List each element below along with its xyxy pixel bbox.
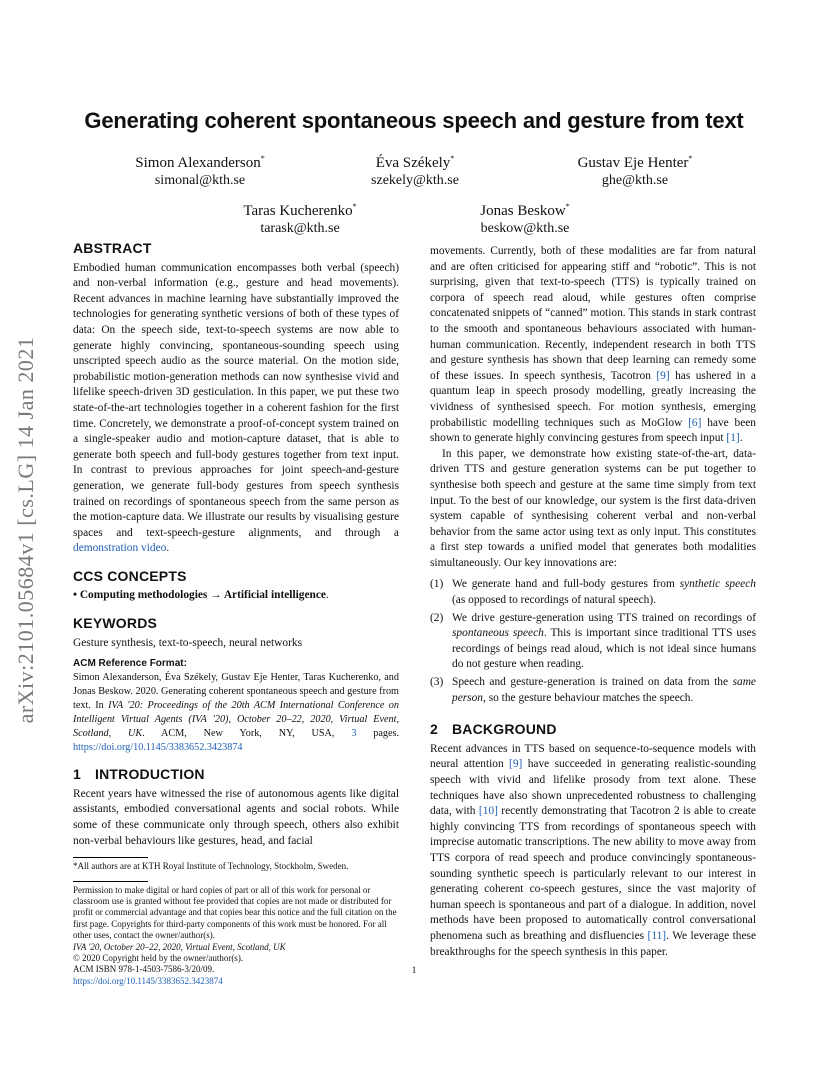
intro-heading: 1 INTRODUCTION <box>73 766 205 783</box>
author-name: Simon Alexanderson <box>135 155 261 171</box>
author-name: Éva Székely <box>375 155 451 171</box>
list-item: (3) Speech and gesture-generation is trained on data from the same person, so the gesture behaviour matches the speech. <box>430 676 756 704</box>
citation-link[interactable]: [11] <box>647 929 667 942</box>
author-name: Taras Kucherenko <box>243 203 353 219</box>
copyright-line: © 2020 Copyright held by the owner/author(s). <box>73 953 244 964</box>
arxiv-stamp: arXiv:2101.05684v1 [cs.LG] 14 Jan 2021 <box>13 336 38 724</box>
keywords-heading: KEYWORDS <box>73 615 158 632</box>
contribution-list <box>430 577 756 706</box>
left-column <box>73 241 399 987</box>
abstract-heading: ABSTRACT <box>73 240 152 256</box>
doi-link[interactable]: https://doi.org/10.1145/3383652.3423874 <box>73 742 243 754</box>
intro-continued: movements. Currently, both of these modalities are far from natural and are often criticised for appearing stiff and “robotic”. This is not surprising, given that text-to-speech (TTS) is typically trained on corpora of speech read aloud, while gestures often comprise concatenated snippets of “canned” motion. This stands in stark contrast to the smooth and spontaneous behaviours associated with human-human communication. Recently, independent research in both TTS and gesture synthesis has shown that deep learning can remedy some of these issues. In speech synthesis, Tacotron [9] has ushered in a quantum leap in speech prosody modelling, greatly increasing the vividness of synthesised speech. For motion synthesis, emerging probabilistic modelling techniques such as MoGlow [6] have been shown to generate highly convincing gestures from speech input [1]. <box>430 245 756 445</box>
ccs-heading: CCS CONCEPTS <box>73 567 187 584</box>
right-column <box>430 244 756 960</box>
author-name: Jonas Beskow <box>480 203 566 219</box>
intro-paragraph-2: In this paper, we demonstrate how existing state-of-the-art, data-driven TTS and gesture generation systems can be put together to synthesise both speech and gesture at the same time simply from text input. To the best of our knowledge, our system is the first data-driven system capable of synthesising coherent verbal and non-verbal behavior from the same actor using text as only input. This constitutes a first step towards a unified model that generates both modalities simultaneously. Our key innovations are: <box>430 447 756 569</box>
author-email: szekely@kth.se <box>371 173 459 188</box>
author-email: beskow@kth.se <box>480 221 570 236</box>
author-email: simonal@kth.se <box>154 173 246 188</box>
conference-line: IVA '20, October 20–22, 2020, Virtual Event, Scotland, UK <box>73 941 286 952</box>
background-text: Recent advances in TTS based on sequence-to-sequence models with neural attention [9] have succeeded in generating realistic-sounding speech with vivid and lifelike prosody from text alone. These techniques have also shown unprecedented robustness to challenging data, with [10] recently demonstrating that Tacotron 2 is able to create highly convincing TTS from recordings of spontaneous speech with imprecise automatic transcriptions. The new ability to move away from TTS corpora of read speech and produce convincingly spontaneous-sounding synthetic speech is particularly relevant to our interest in generating coherent co-speech gestures, since the vast majority of human speech is spontaneous and part of a dialogue. In addition, novel methods have been proposed to automatically control conversational phenomena such as breathing and disfluencies [11]. We leverage these breakthroughs for the speech synthesis in this paper. <box>430 742 756 958</box>
acm-reference <box>73 657 399 755</box>
abstract-text: Embodied human communication encompasses both verbal (speech) and non-verbal information (e.g., gesture and head movements). Recent advances in machine learning have substantially improved the technologies for generating synthetic versions of both of these types of data: On the speech side, text-to-speech systems are now able to generate highly convincing, spontaneous-sounding speech using unscripted speech audio as the source material. On the motion side, probabilistic motion-generation methods can now synthesise vivid and lifelike speech-driven 3D gesticulation. In this paper, we put these two state-of-the-art technologies together in a coherent fashion for the first time. Concretely, we demonstrate a proof-of-concept system trained on a single-speaker audio and motion-capture dataset, that is able to generate both speech and full-body gestures together from text input. In contrast to previous approaches for joint speech-and-gesture generation, we generate full-body gestures from speech synthesis trained on recordings of spontaneous speech from the same person as the motion-capture data. We illustrate our results by visualising gesture spaces and text-speech-gesture alignments, and through a demonstration video. <box>73 261 399 555</box>
permission-text: Permission to make digital or hard copies of part or all of this work for personal or classroom use is granted without fee provided that copies are not made or distributed for profit or commercial advantage and that copies bear this notice and the full citation on the first page. Copyrights for third-party components of this work must be honored. For all other uses, contact the owner/author(s). <box>73 884 397 941</box>
keywords-text: Gesture synthesis, text-to-speech, neural networks <box>73 636 303 649</box>
background-heading: 2 BACKGROUND <box>430 721 557 738</box>
acm-reference-heading: ACM Reference Format: <box>73 658 187 670</box>
author-email: ghe@kth.se <box>601 173 669 188</box>
author-block: Gustav Eje Henter* ghe@kth.se <box>535 150 735 190</box>
isbn-line: ACM ISBN 978-1-4503-7586-3/20/09. <box>73 964 215 975</box>
permission-rule <box>73 881 148 882</box>
citation-link[interactable]: [9] <box>509 758 523 771</box>
author-block: Jonas Beskow* beskow@kth.se <box>425 198 625 238</box>
list-item: (1) We generate hand and full-body gestures from synthetic speech (as opposed to recordings of natural speech). <box>430 578 756 607</box>
pages-link[interactable]: 3 <box>351 728 357 740</box>
acm-reference-text: Simon Alexanderson, Éva Székely, Gustav Eje Henter, Taras Kucherenko, and Jonas Beskow. 2020. Generating coherent spontaneous speech and gesture from text. In IVA '20: Proceedings of the 20th ACM International Conference on Intelligent Virtual Agents (IVA '20), October 20–22, 2020, Virtual Event, Scotland, UK. ACM, New York, NY, USA, 3 pages. https://doi.org/10.1145/3383652.3423874 <box>73 672 400 754</box>
citation-link[interactable]: [6] <box>688 416 702 429</box>
intro-text: Recent years have witnessed the rise of autonomous agents like digital assistants, embodied conversational agents and social robots. While some of these communicate only through speech, others also exhibit non-verbal behaviours like gestures, head, and facial <box>73 787 399 847</box>
page-number: 1 <box>411 965 417 976</box>
footnote: *All authors are at KTH Royal Institute of Technology, Stockholm, Sweden. <box>73 857 399 872</box>
footnote-rule <box>73 857 148 858</box>
author-block: Éva Székely* szekely@kth.se <box>315 150 515 190</box>
citation-link[interactable]: [1] <box>726 432 740 445</box>
author-block: Taras Kucherenko* tarask@kth.se <box>200 198 400 238</box>
paper-title: Generating coherent spontaneous speech and gesture from text <box>84 108 744 133</box>
author-name: Gustav Eje Henter <box>577 155 689 171</box>
ccs-text: • Computing methodologies → Artificial intelligence. <box>73 589 329 602</box>
list-item: (2) We drive gesture-generation using TTS trained on recordings of spontaneous speech. This is important since traditional TTS uses recordings of beings read aloud, which is not ideal since humans do not gesture when reading. <box>430 611 756 671</box>
author-email: tarask@kth.se <box>260 221 340 236</box>
citation-link[interactable]: [9] <box>656 369 670 382</box>
doi-footer-link[interactable]: https://doi.org/10.1145/3383652.3423874 <box>73 975 223 986</box>
citation-link[interactable]: [10] <box>478 805 498 818</box>
demo-video-link[interactable]: demonstration video <box>73 542 167 555</box>
author-block: Simon Alexanderson* simonal@kth.se <box>100 150 300 190</box>
